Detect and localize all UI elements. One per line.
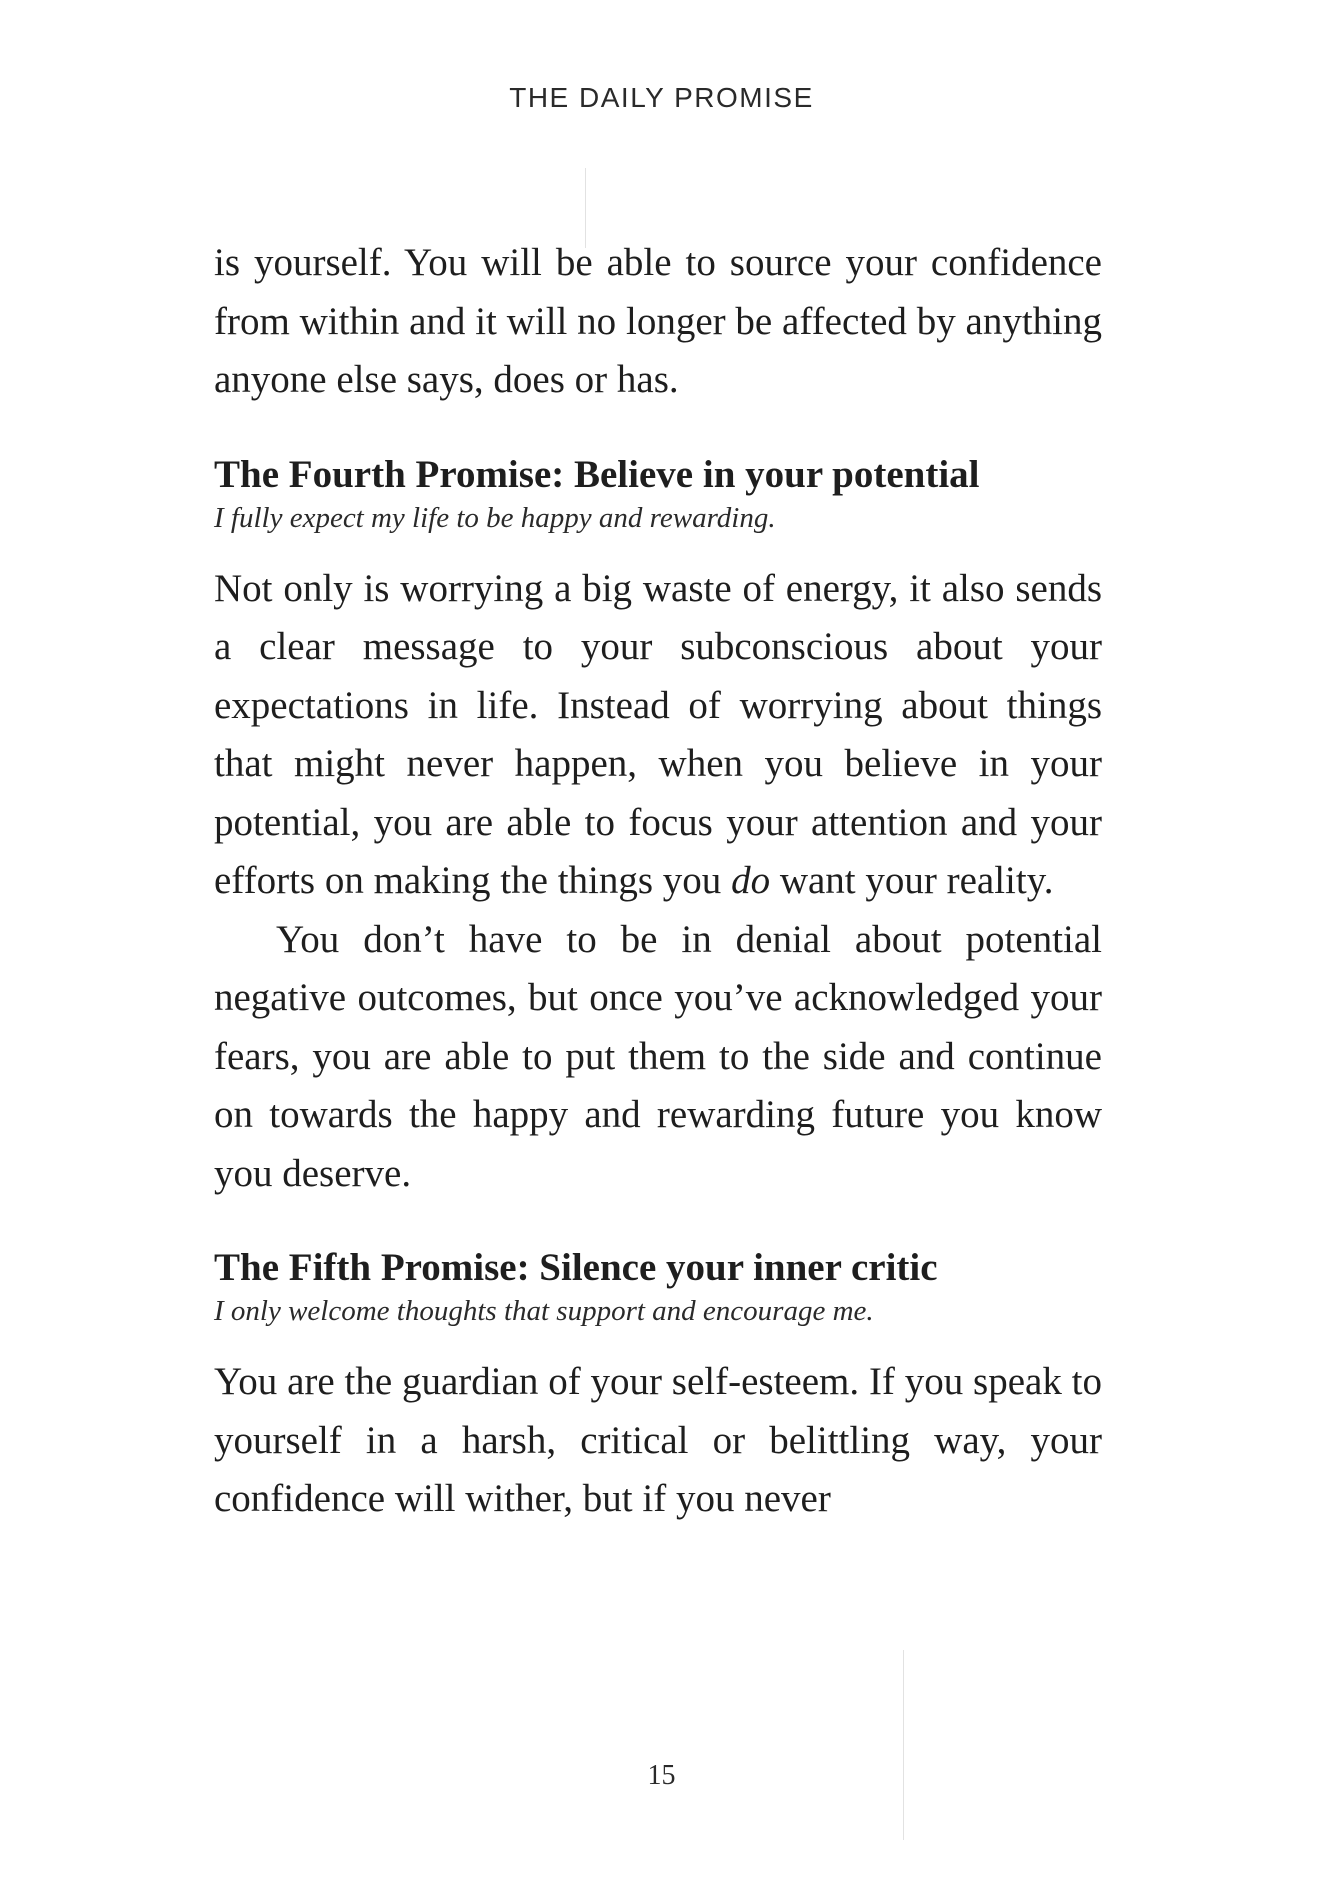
section-gap <box>214 1203 1102 1243</box>
fourth-promise-heading: The Fourth Promise: Believe in your potential <box>214 452 980 496</box>
paragraph-text: want your reality. <box>770 859 1054 902</box>
paragraph-text: Not only is worrying a big waste of energy, it also sends a clear message to your subconscious about your expectations in life. Instead of worrying about things that might never happen, when you believe in your potential, you are able to focus your attention and your efforts on making the things you <box>214 566 1102 902</box>
section-gap <box>214 1329 1102 1353</box>
section-gap <box>214 536 1102 560</box>
page-body <box>214 234 1102 1529</box>
running-head: THE DAILY PROMISE <box>509 82 814 113</box>
emphasis-text: do <box>731 859 771 902</box>
fifth-promise-affirmation: I only welcome thoughts that support and encourage me. <box>214 1295 874 1327</box>
continuation-paragraph: is yourself. You will be able to source your confidence from within and it will no longer be affected by anything anyone else says, does or has. <box>214 241 1102 401</box>
scan-artifact-line <box>903 1650 904 1840</box>
fourth-promise-affirmation: I fully expect my life to be happy and rewarding. <box>214 501 776 534</box>
page-number: 15 <box>647 1760 676 1791</box>
section-gap <box>214 410 1102 450</box>
fourth-promise-paragraph-1 <box>214 560 1102 911</box>
fifth-promise-heading: The Fifth Promise: Silence your inner critic <box>214 1246 938 1289</box>
fourth-promise-paragraph-2: You don’t have to be in denial about potential negative outcomes, but once you’ve acknowledged your fears, you are able to put them to the side and continue on towards the happy and rewarding future you know you deserve. <box>214 917 1102 1195</box>
fifth-promise-paragraph-1: You are the guardian of your self-esteem. If you speak to yourself in a harsh, critical or belittling way, your confidence will wither, but if you never <box>214 1360 1102 1520</box>
